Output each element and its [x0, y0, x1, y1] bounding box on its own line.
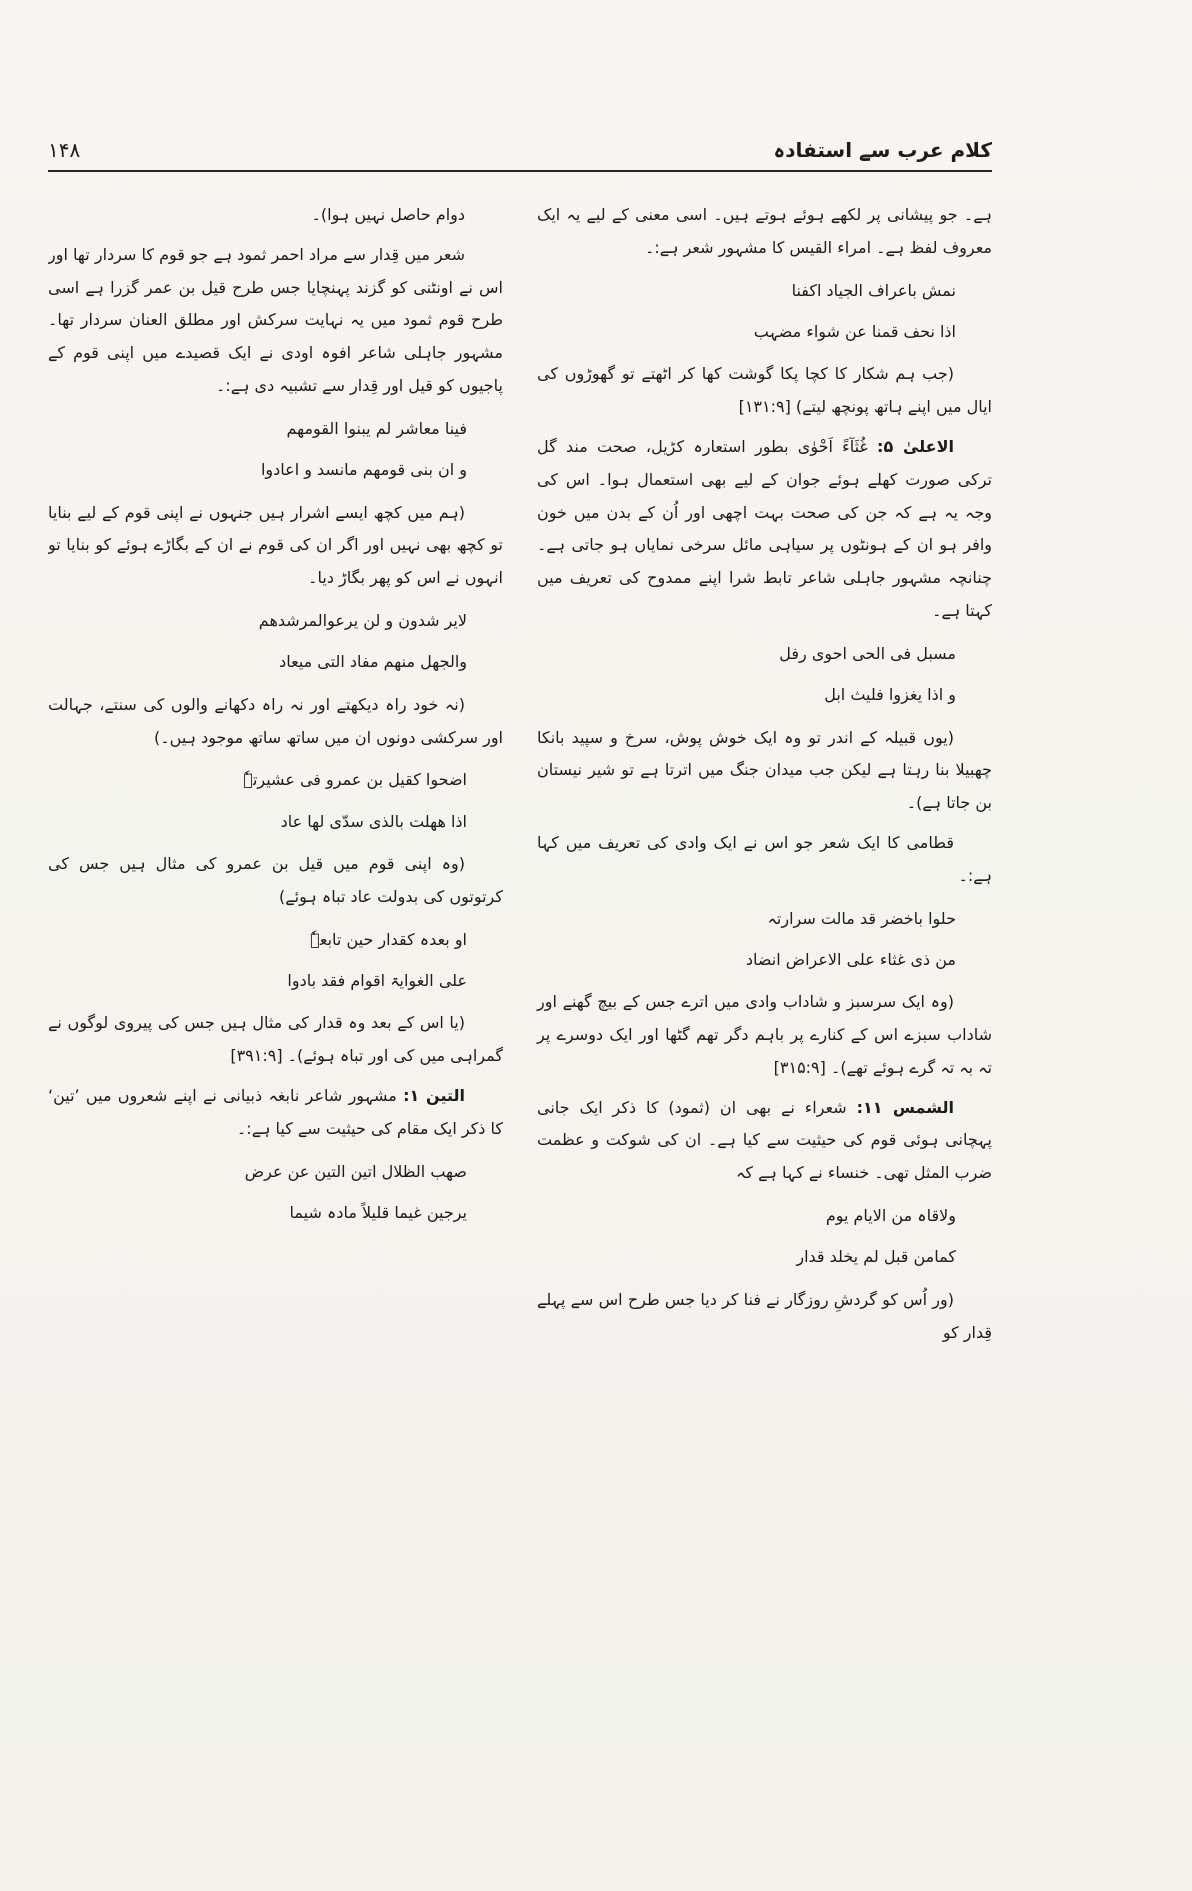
verse-line: و اذا یغزوا فلیث ابل	[824, 685, 956, 705]
text-columns	[48, 192, 992, 1662]
section-headword: الشمس ۱۱:	[856, 1097, 955, 1117]
paragraph	[48, 1080, 503, 1146]
verse-line: من ذی غثاء علی الاعراض انضاد	[745, 949, 956, 969]
column-right	[537, 192, 992, 1356]
verse-line: فینا معاشر لم یبنوا القومھم	[286, 418, 467, 438]
verse-line: مسبل فی الحی احوی رفل	[779, 643, 956, 663]
paragraph: (یوں قبیلہ کے اندر تو وہ ایک خوش پوش، سرخ و سپید بانکا چھبیلا بنا رہتا ہے لیکن جب میدان جنگ میں اترتا ہے تو شیر نیستان بن جاتا ہے)۔	[537, 727, 992, 813]
page-number: ۱۴۸	[48, 138, 81, 162]
header-divider	[48, 170, 992, 172]
verse-line: علی الغوایۃ اقوام فقد بادوا	[287, 971, 467, 991]
verse-line: او بعدہ کقدار حین تابعہٗ	[310, 929, 467, 949]
paragraph: قطامی کا ایک شعر جو اس نے ایک وادی کی تعریف میں کہا ہے:۔	[537, 832, 992, 885]
paragraph: (نہ خود راہ دیکھتے اور نہ راہ دکھانے والوں کی سنتے، جہالت اور سرکشی دونوں ان میں ساتھ ساتھ موجود ہیں۔)	[48, 694, 503, 747]
paragraph: (وہ ایک سرسبز و شاداب وادی میں اترے جس کے بیچ گھنے اور شاداب سبزے اس کے کنارے پر باہم دگر تھم گٹھا اور ایک دوسرے پر تہ بہ تہ گرے ہوئے تھے)۔ [۳۱۵:۹]	[537, 992, 992, 1077]
paragraph: شعر میں قِدار سے مراد احمر ثمود ہے جو قوم کا سردار تھا اور اس نے اونٹنی کو گزند پہنچایا جس طرح قیل بن عمر گزرا ہے اسی طرح قوم ثمود میں یہ نہایت سرکش اور مطلق العنان سردار تھا۔ مشہور جاہلی شاعر افوہ اودی نے ایک قصیدے میں اپنی قوم کے پاجیوں کو قیل اور قِدار سے تشبیہ دی ہے:۔	[48, 244, 503, 395]
paragraph: (ور اُس کو گردشِ روزگار نے فنا کر دیا جس طرح اس سے پہلے قِدار کو	[537, 1289, 992, 1342]
section-headword: الاعلیٰ ۵:	[877, 436, 955, 456]
verse-line: لایر شدون و لن یرعوالمرشدھم	[258, 610, 467, 630]
verse-line: و ان بنی قومھم مانسد و اعادوا	[260, 460, 467, 480]
section-headword: التین ۱:	[403, 1086, 466, 1106]
verse-line: والجھل منھم مفاد التی میعاد	[279, 652, 467, 672]
verse-line: یرجین غیما قلیلاً مادہ شیما	[289, 1203, 467, 1223]
page-title: کلام عرب سے استفادہ	[773, 138, 992, 162]
column-left	[48, 192, 503, 1239]
verse-line: حلوا باخضر قد مالت سرارتہ	[767, 908, 956, 928]
paragraph: ہے۔ جو پیشانی پر لکھے ہوئے ہوتے ہیں۔ اسی معنی کے لیے یہ ایک معروف لفظ ہے۔ امراء القیس کا مشہور شعر ہے:۔	[537, 205, 992, 257]
paragraph	[537, 1092, 992, 1190]
verse-line: نمش باعراف الجیاد اکفنا	[791, 280, 956, 300]
paragraph-text: شعراء نے بھی ان (ثمود) کا ذکر ایک جانی پہچانی ہوئی قوم کی حیثیت سے کیا ہے۔ ان کی شوکت و عظمت ضرب المثل تھی۔ خنساء نے کہا ہے کہ	[537, 1097, 992, 1183]
page-header	[48, 138, 992, 170]
paragraph: (ہم میں کچھ ایسے اشرار ہیں جنہوں نے اپنی قوم کے لیے بنایا تو کچھ بھی نہیں اور اگر ان کی قوم نے ان کے بگاڑے ہوئے کو بنایا تو انہوں نے اس کو پھر بگاڑ دیا۔	[48, 502, 503, 588]
verse-line: کمامن قبل لم یخلد قدار	[796, 1247, 956, 1267]
verse-line: اذا نحف قمنا عن شواء مضہب	[753, 321, 956, 341]
verse-line: اضحوا کقیل بن عمرو فی عشیرتہٗ	[243, 770, 467, 790]
verse-line: ولاقاہ من الایام یوم	[825, 1206, 956, 1226]
paragraph: (یا اس کے بعد وہ قدار کی مثال ہیں جس کی پیروی لوگوں نے گمراہی میں کی اور تباہ ہوئے)۔ [۳۹۱:۹]	[48, 1013, 503, 1066]
verse-line: صھب الظلال اتین التین عن عرض	[244, 1161, 467, 1181]
verse-line: اذا ھھلت بالذی سدّی لھا عاد	[280, 811, 467, 831]
paragraph	[537, 431, 992, 628]
paragraph: (جب ہم شکار کا کچا پکا گوشت کھا کر اٹھتے تو گھوڑوں کی ایال میں اپنے ہاتھ پونچھ لیتے) [۱۳۱:۹]	[537, 364, 992, 417]
paragraph-text: مشہور شاعر نابغہ ذبیانی نے اپنے شعروں میں ’تین‘ کا ذکر ایک مقام کی حیثیت سے کیا ہے:۔	[48, 1086, 503, 1138]
paragraph: (وہ اپنی قوم میں قیل بن عمرو کی مثال ہیں جس کی کرتوتوں کی بدولت عاد تباہ ہوئے)	[48, 854, 503, 906]
paragraph: دوام حاصل نہیں ہوا)۔	[311, 205, 465, 224]
paragraph-text: غُثَآءً اَحْوٰی بطور استعارہ کڑیل، صحت مند گل ترکی صورت کھلے ہوئے جوان کے لیے بھی استعمال ہوا۔ اس کی وجہ یہ ہے کہ جن کی صحت بہت اچھی اور اُن کے بدن میں خون وافر ہو ان کے ہونٹوں پر سیاہی مائل سرخی نمایاں ہو جاتی ہے۔ چنانچہ مشہور جاہلی شاعر تابط شرا اپنے ممدوح کی تعریف میں کہتا ہے۔	[537, 436, 992, 620]
